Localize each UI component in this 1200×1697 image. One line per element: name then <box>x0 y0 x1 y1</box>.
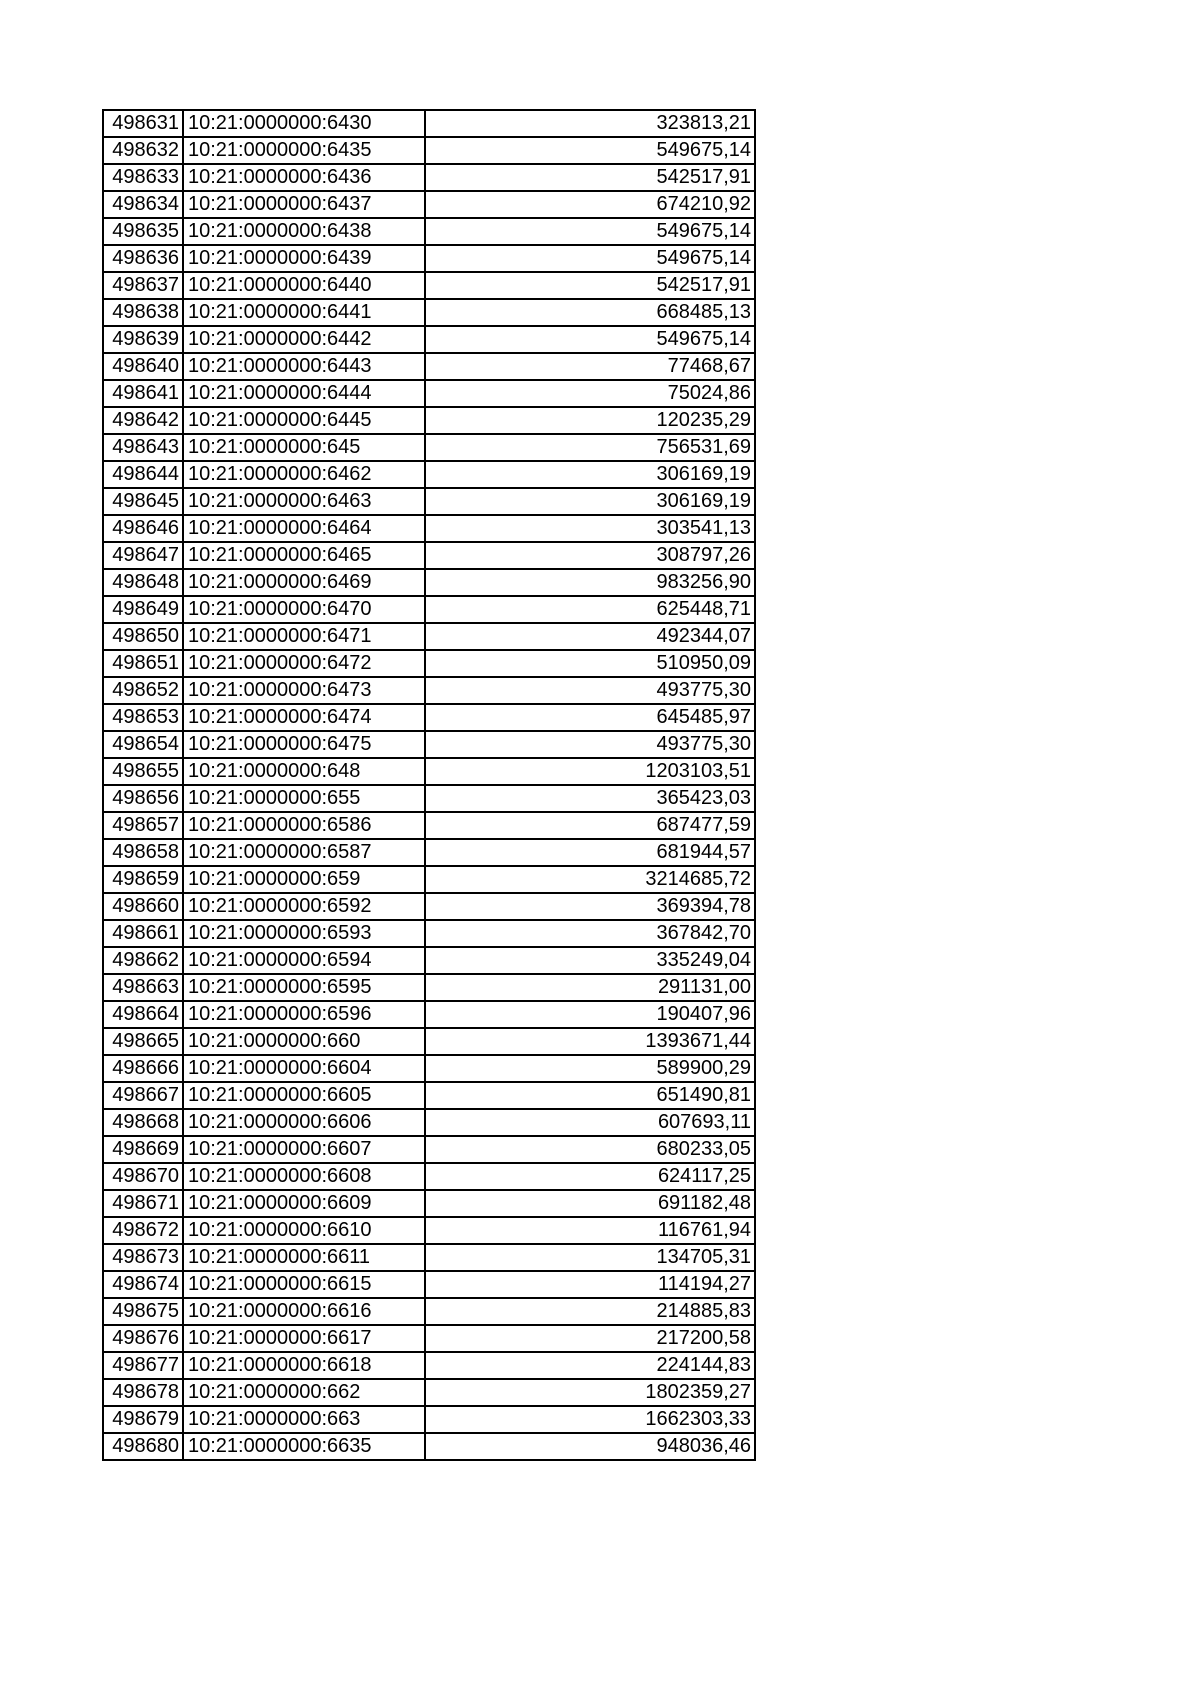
cadastral-value-cell: 493775,30 <box>425 731 755 758</box>
cadastral-number-cell: 10:21:0000000:6470 <box>183 596 425 623</box>
table-row <box>103 407 755 434</box>
table-body <box>103 110 755 1460</box>
table-row <box>103 1433 755 1460</box>
cadastral-number-cell: 10:21:0000000:6435 <box>183 137 425 164</box>
table-row <box>103 839 755 866</box>
row-id-cell: 498677 <box>103 1352 183 1379</box>
table-row <box>103 326 755 353</box>
table-row <box>103 1163 755 1190</box>
cadastral-value-cell: 217200,58 <box>425 1325 755 1352</box>
cadastral-value-cell: 308797,26 <box>425 542 755 569</box>
cadastral-value-cell: 306169,19 <box>425 488 755 515</box>
table-row <box>103 1325 755 1352</box>
cadastral-value-table <box>102 109 756 1461</box>
cadastral-value-cell: 306169,19 <box>425 461 755 488</box>
cadastral-number-cell: 10:21:0000000:6472 <box>183 650 425 677</box>
cadastral-number-cell: 10:21:0000000:6604 <box>183 1055 425 1082</box>
cadastral-number-cell: 10:21:0000000:6594 <box>183 947 425 974</box>
table-row <box>103 1298 755 1325</box>
cadastral-value-cell: 190407,96 <box>425 1001 755 1028</box>
table-row <box>103 1406 755 1433</box>
table-row <box>103 353 755 380</box>
row-id-cell: 498664 <box>103 1001 183 1028</box>
table-row <box>103 1082 755 1109</box>
cadastral-value-cell: 291131,00 <box>425 974 755 1001</box>
cadastral-number-cell: 10:21:0000000:662 <box>183 1379 425 1406</box>
row-id-cell: 498642 <box>103 407 183 434</box>
cadastral-value-cell: 114194,27 <box>425 1271 755 1298</box>
table-row <box>103 488 755 515</box>
cadastral-number-cell: 10:21:0000000:6442 <box>183 326 425 353</box>
cadastral-number-cell: 10:21:0000000:6469 <box>183 569 425 596</box>
row-id-cell: 498638 <box>103 299 183 326</box>
cadastral-value-cell: 542517,91 <box>425 272 755 299</box>
cadastral-number-cell: 10:21:0000000:6596 <box>183 1001 425 1028</box>
row-id-cell: 498675 <box>103 1298 183 1325</box>
cadastral-value-cell: 493775,30 <box>425 677 755 704</box>
table-row <box>103 920 755 947</box>
row-id-cell: 498632 <box>103 137 183 164</box>
row-id-cell: 498680 <box>103 1433 183 1460</box>
table-row <box>103 272 755 299</box>
table-row <box>103 650 755 677</box>
cadastral-value-cell: 365423,03 <box>425 785 755 812</box>
table-row <box>103 164 755 191</box>
cadastral-value-cell: 983256,90 <box>425 569 755 596</box>
row-id-cell: 498634 <box>103 191 183 218</box>
cadastral-number-cell: 10:21:0000000:6608 <box>183 1163 425 1190</box>
table-row <box>103 461 755 488</box>
table-row <box>103 866 755 893</box>
cadastral-number-cell: 10:21:0000000:648 <box>183 758 425 785</box>
table-row <box>103 1055 755 1082</box>
cadastral-value-cell: 549675,14 <box>425 218 755 245</box>
cadastral-value-cell: 687477,59 <box>425 812 755 839</box>
cadastral-number-cell: 10:21:0000000:6462 <box>183 461 425 488</box>
cadastral-value-cell: 607693,11 <box>425 1109 755 1136</box>
cadastral-number-cell: 10:21:0000000:6474 <box>183 704 425 731</box>
table-row <box>103 299 755 326</box>
row-id-cell: 498641 <box>103 380 183 407</box>
cadastral-number-cell: 10:21:0000000:663 <box>183 1406 425 1433</box>
table-row <box>103 974 755 1001</box>
cadastral-number-cell: 10:21:0000000:6465 <box>183 542 425 569</box>
cadastral-value-cell: 224144,83 <box>425 1352 755 1379</box>
row-id-cell: 498661 <box>103 920 183 947</box>
row-id-cell: 498674 <box>103 1271 183 1298</box>
cadastral-number-cell: 10:21:0000000:6440 <box>183 272 425 299</box>
table-row <box>103 1136 755 1163</box>
cadastral-value-cell: 1802359,27 <box>425 1379 755 1406</box>
table-row <box>103 1190 755 1217</box>
cadastral-number-cell: 10:21:0000000:6471 <box>183 623 425 650</box>
cadastral-number-cell: 10:21:0000000:6595 <box>183 974 425 1001</box>
row-id-cell: 498645 <box>103 488 183 515</box>
row-id-cell: 498653 <box>103 704 183 731</box>
table-row <box>103 110 755 137</box>
cadastral-value-cell: 674210,92 <box>425 191 755 218</box>
cadastral-value-cell: 77468,67 <box>425 353 755 380</box>
table-row <box>103 380 755 407</box>
row-id-cell: 498631 <box>103 110 183 137</box>
cadastral-value-cell: 303541,13 <box>425 515 755 542</box>
cadastral-value-cell: 134705,31 <box>425 1244 755 1271</box>
cadastral-value-cell: 756531,69 <box>425 434 755 461</box>
table-row <box>103 434 755 461</box>
cadastral-value-cell: 542517,91 <box>425 164 755 191</box>
cadastral-number-cell: 10:21:0000000:645 <box>183 434 425 461</box>
cadastral-number-cell: 10:21:0000000:6443 <box>183 353 425 380</box>
row-id-cell: 498646 <box>103 515 183 542</box>
table-row <box>103 785 755 812</box>
row-id-cell: 498665 <box>103 1028 183 1055</box>
cadastral-number-cell: 10:21:0000000:6475 <box>183 731 425 758</box>
cadastral-number-cell: 10:21:0000000:6438 <box>183 218 425 245</box>
cadastral-number-cell: 10:21:0000000:6605 <box>183 1082 425 1109</box>
table-row <box>103 1028 755 1055</box>
cadastral-value-cell: 75024,86 <box>425 380 755 407</box>
table-row <box>103 677 755 704</box>
cadastral-value-cell: 645485,97 <box>425 704 755 731</box>
table-row <box>103 1109 755 1136</box>
row-id-cell: 498659 <box>103 866 183 893</box>
cadastral-value-cell: 549675,14 <box>425 245 755 272</box>
row-id-cell: 498669 <box>103 1136 183 1163</box>
cadastral-number-cell: 10:21:0000000:6437 <box>183 191 425 218</box>
cadastral-number-cell: 10:21:0000000:6617 <box>183 1325 425 1352</box>
cadastral-value-cell: 369394,78 <box>425 893 755 920</box>
table-row <box>103 542 755 569</box>
cadastral-number-cell: 10:21:0000000:6463 <box>183 488 425 515</box>
cadastral-value-cell: 120235,29 <box>425 407 755 434</box>
row-id-cell: 498644 <box>103 461 183 488</box>
table-row <box>103 704 755 731</box>
cadastral-number-cell: 10:21:0000000:6464 <box>183 515 425 542</box>
table-row <box>103 596 755 623</box>
cadastral-value-cell: 668485,13 <box>425 299 755 326</box>
row-id-cell: 498676 <box>103 1325 183 1352</box>
cadastral-value-cell: 549675,14 <box>425 326 755 353</box>
cadastral-number-cell: 10:21:0000000:6436 <box>183 164 425 191</box>
row-id-cell: 498649 <box>103 596 183 623</box>
cadastral-value-cell: 1203103,51 <box>425 758 755 785</box>
row-id-cell: 498633 <box>103 164 183 191</box>
cadastral-number-cell: 10:21:0000000:6473 <box>183 677 425 704</box>
cadastral-value-cell: 625448,71 <box>425 596 755 623</box>
cadastral-number-cell: 10:21:0000000:6445 <box>183 407 425 434</box>
cadastral-value-cell: 589900,29 <box>425 1055 755 1082</box>
cadastral-value-cell: 116761,94 <box>425 1217 755 1244</box>
table-row <box>103 758 755 785</box>
row-id-cell: 498668 <box>103 1109 183 1136</box>
cadastral-number-cell: 10:21:0000000:6616 <box>183 1298 425 1325</box>
cadastral-number-cell: 10:21:0000000:659 <box>183 866 425 893</box>
row-id-cell: 498647 <box>103 542 183 569</box>
row-id-cell: 498678 <box>103 1379 183 1406</box>
row-id-cell: 498652 <box>103 677 183 704</box>
table-row <box>103 947 755 974</box>
table-row <box>103 191 755 218</box>
cadastral-number-cell: 10:21:0000000:6635 <box>183 1433 425 1460</box>
row-id-cell: 498671 <box>103 1190 183 1217</box>
cadastral-value-cell: 214885,83 <box>425 1298 755 1325</box>
row-id-cell: 498651 <box>103 650 183 677</box>
cadastral-value-cell: 948036,46 <box>425 1433 755 1460</box>
cadastral-number-cell: 10:21:0000000:6587 <box>183 839 425 866</box>
cadastral-number-cell: 10:21:0000000:6618 <box>183 1352 425 1379</box>
cadastral-number-cell: 10:21:0000000:6441 <box>183 299 425 326</box>
cadastral-number-cell: 10:21:0000000:6430 <box>183 110 425 137</box>
cadastral-value-cell: 549675,14 <box>425 137 755 164</box>
cadastral-number-cell: 10:21:0000000:6610 <box>183 1217 425 1244</box>
cadastral-value-cell: 624117,25 <box>425 1163 755 1190</box>
row-id-cell: 498679 <box>103 1406 183 1433</box>
table-row <box>103 1244 755 1271</box>
table-row <box>103 731 755 758</box>
row-id-cell: 498670 <box>103 1163 183 1190</box>
table-row <box>103 812 755 839</box>
row-id-cell: 498635 <box>103 218 183 245</box>
cadastral-number-cell: 10:21:0000000:6615 <box>183 1271 425 1298</box>
row-id-cell: 498656 <box>103 785 183 812</box>
cadastral-number-cell: 10:21:0000000:655 <box>183 785 425 812</box>
table-row <box>103 245 755 272</box>
row-id-cell: 498639 <box>103 326 183 353</box>
cadastral-number-cell: 10:21:0000000:6592 <box>183 893 425 920</box>
cadastral-value-cell: 1393671,44 <box>425 1028 755 1055</box>
cadastral-number-cell: 10:21:0000000:6593 <box>183 920 425 947</box>
row-id-cell: 498655 <box>103 758 183 785</box>
cadastral-value-cell: 323813,21 <box>425 110 755 137</box>
cadastral-value-cell: 510950,09 <box>425 650 755 677</box>
cadastral-value-cell: 492344,07 <box>425 623 755 650</box>
cadastral-value-cell: 3214685,72 <box>425 866 755 893</box>
cadastral-number-cell: 10:21:0000000:6444 <box>183 380 425 407</box>
cadastral-number-cell: 10:21:0000000:660 <box>183 1028 425 1055</box>
row-id-cell: 498658 <box>103 839 183 866</box>
table-row <box>103 623 755 650</box>
row-id-cell: 498657 <box>103 812 183 839</box>
cadastral-number-cell: 10:21:0000000:6606 <box>183 1109 425 1136</box>
row-id-cell: 498666 <box>103 1055 183 1082</box>
cadastral-value-cell: 681944,57 <box>425 839 755 866</box>
table-row <box>103 569 755 596</box>
row-id-cell: 498640 <box>103 353 183 380</box>
table-row <box>103 1217 755 1244</box>
cadastral-value-cell: 335249,04 <box>425 947 755 974</box>
cadastral-value-cell: 367842,70 <box>425 920 755 947</box>
cadastral-number-cell: 10:21:0000000:6611 <box>183 1244 425 1271</box>
table-row <box>103 1379 755 1406</box>
row-id-cell: 498654 <box>103 731 183 758</box>
row-id-cell: 498663 <box>103 974 183 1001</box>
cadastral-number-cell: 10:21:0000000:6586 <box>183 812 425 839</box>
row-id-cell: 498648 <box>103 569 183 596</box>
cadastral-value-cell: 1662303,33 <box>425 1406 755 1433</box>
table-row <box>103 515 755 542</box>
cadastral-value-cell: 691182,48 <box>425 1190 755 1217</box>
table-row <box>103 1352 755 1379</box>
cadastral-value-cell: 651490,81 <box>425 1082 755 1109</box>
row-id-cell: 498672 <box>103 1217 183 1244</box>
row-id-cell: 498667 <box>103 1082 183 1109</box>
cadastral-value-cell: 680233,05 <box>425 1136 755 1163</box>
table-row <box>103 1001 755 1028</box>
table-row <box>103 893 755 920</box>
cadastral-number-cell: 10:21:0000000:6439 <box>183 245 425 272</box>
row-id-cell: 498637 <box>103 272 183 299</box>
row-id-cell: 498643 <box>103 434 183 461</box>
table-row <box>103 1271 755 1298</box>
cadastral-number-cell: 10:21:0000000:6609 <box>183 1190 425 1217</box>
row-id-cell: 498673 <box>103 1244 183 1271</box>
row-id-cell: 498662 <box>103 947 183 974</box>
table-row <box>103 137 755 164</box>
cadastral-number-cell: 10:21:0000000:6607 <box>183 1136 425 1163</box>
row-id-cell: 498636 <box>103 245 183 272</box>
table-row <box>103 218 755 245</box>
row-id-cell: 498650 <box>103 623 183 650</box>
row-id-cell: 498660 <box>103 893 183 920</box>
